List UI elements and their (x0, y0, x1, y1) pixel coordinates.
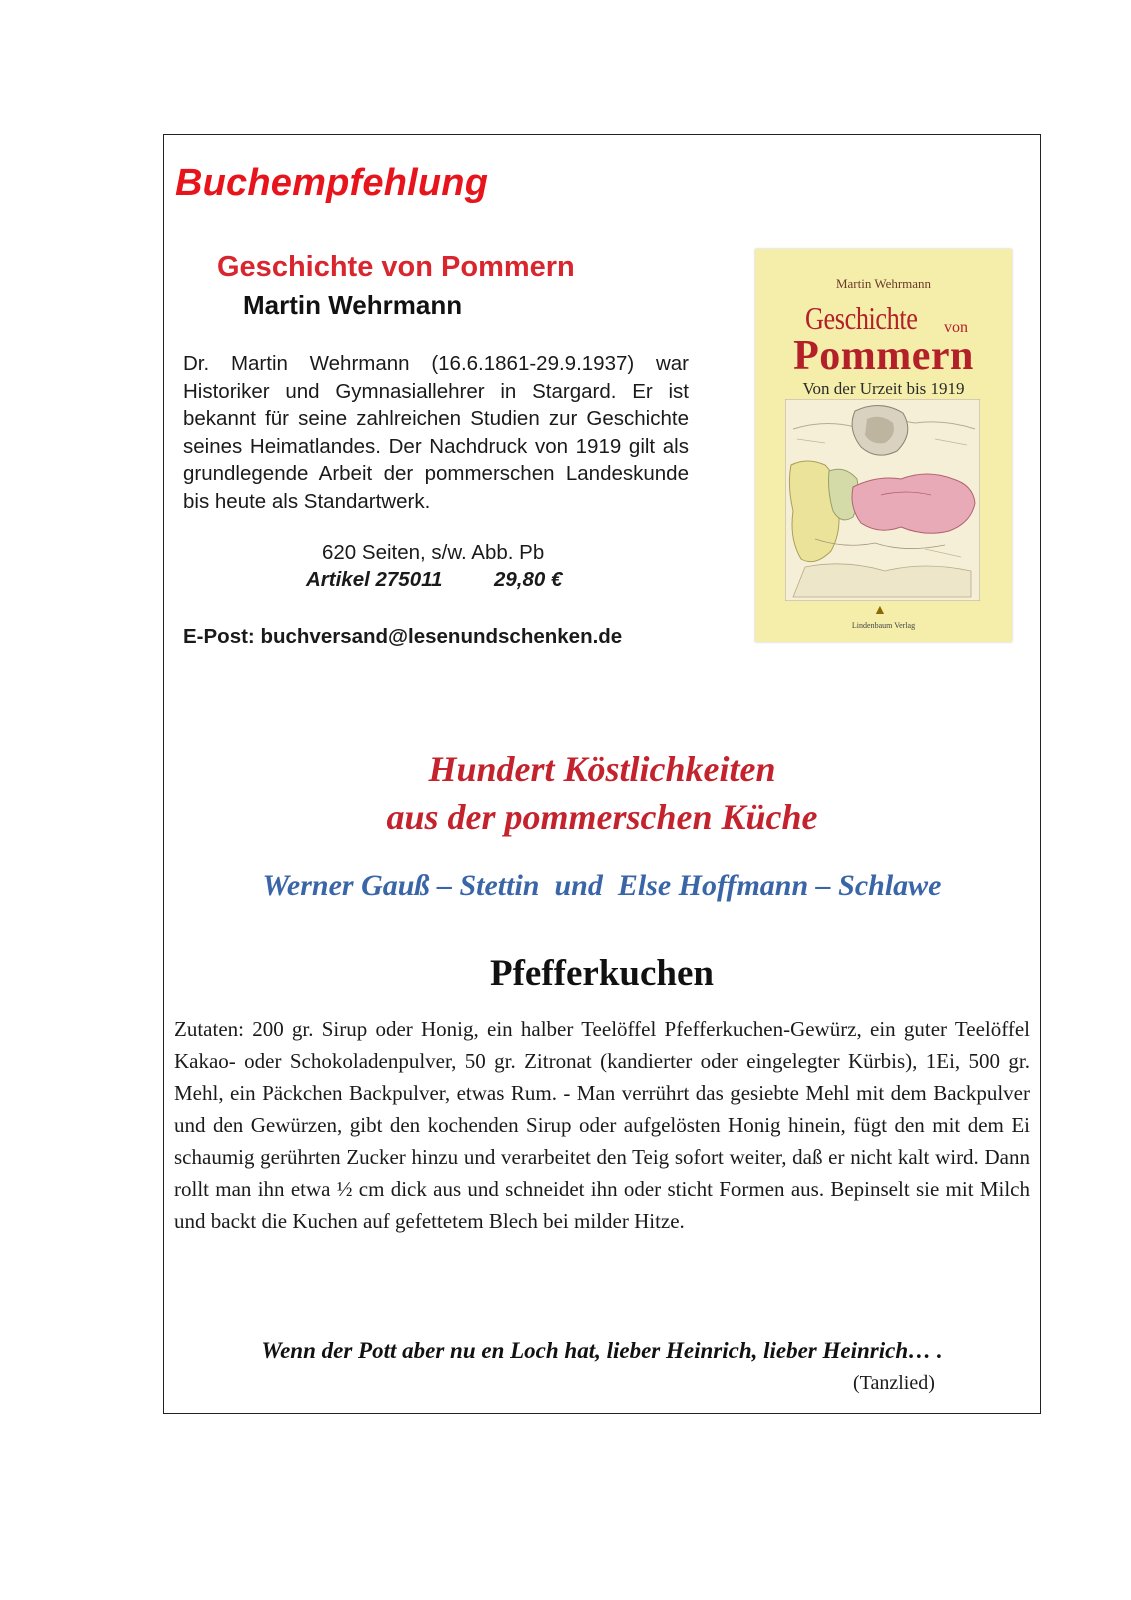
book-cover (755, 249, 1012, 642)
book-article-number: Artikel 275011 (306, 568, 443, 591)
cover-title-line2: Pommern (793, 333, 974, 379)
recipe-book-title-line2: aus der pommerschen Küche (386, 797, 818, 837)
quote-source: (Tanzlied) (853, 1372, 935, 1394)
cover-title-von: von (944, 319, 968, 336)
cover-title-line1: Geschichte (805, 300, 918, 336)
quote-text: Wenn der Pott aber nu en Loch hat, lieber Heinrich, lieber Heinrich… . (261, 1338, 943, 1363)
section-heading: Buchempfehlung (175, 162, 489, 204)
book-title: Geschichte von Pommern (217, 251, 575, 283)
order-email[interactable]: E-Post: buchversand@lesenundschenken.de (183, 625, 623, 648)
cover-publisher: Lindenbaum Verlag (851, 621, 916, 630)
book-author: Martin Wehrmann (243, 290, 463, 320)
recipe-book-title-line1: Hundert Köstlichkeiten (428, 749, 776, 789)
tree-icon: ▲ (873, 603, 887, 618)
cover-map-image (785, 399, 980, 601)
book-description: Dr. Martin Wehrmann (16.6.1861-29.9.1937) war Historiker und Gymnasiallehrer in Stargard. Er ist bekannt für seine zahlreichen Studien zur Geschichte seines Heimatlandes. Der Nachdruck von 1919 gilt als grundlegende Arbeit der pommerschen Landeskunde bis heute als Standartwerk. (183, 352, 689, 513)
recipe-text: Zutaten: 200 gr. Sirup oder Honig, ein halber Teelöffel Pfefferkuchen-Gewürz, ein guter Teelöffel Kakao- oder Schokoladenpulver, 50 gr. Zitronat (kandierter oder eingelegter Kürbis), 1Ei, 500 gr. Mehl, ein Päckchen Backpulver, etwas Rum. - Man verrührt das gesiebte Mehl mit dem Backpulver und den Gewürzen, gibt den kochenden Sirup oder aufgelösten Honig hinein, fügt den mit dem Ei schaumig gerührten Zucker hinzu und verarbeitet den Teig sofort weiter, daß er nicht kalt wird. Dann rollt man ihn etwa ½ cm dick aus und schneidet ihn oder sticht Formen aus. Bepinselt sie mit Milch und backt die Kuchen auf gefettetem Blech bei milder Hitze. (174, 1017, 1030, 1233)
book-pages: 620 Seiten, s/w. Abb. Pb (322, 541, 545, 564)
recipe-book-authors: Werner Gauß – Stettin und Else Hoffmann – Schlawe (262, 869, 942, 902)
cover-subtitle: Von der Urzeit bis 1919 (802, 379, 965, 398)
cover-author: Martin Wehrmann (835, 276, 932, 291)
book-price: 29,80 € (494, 568, 563, 591)
recipe-name: Pfefferkuchen (490, 953, 714, 994)
